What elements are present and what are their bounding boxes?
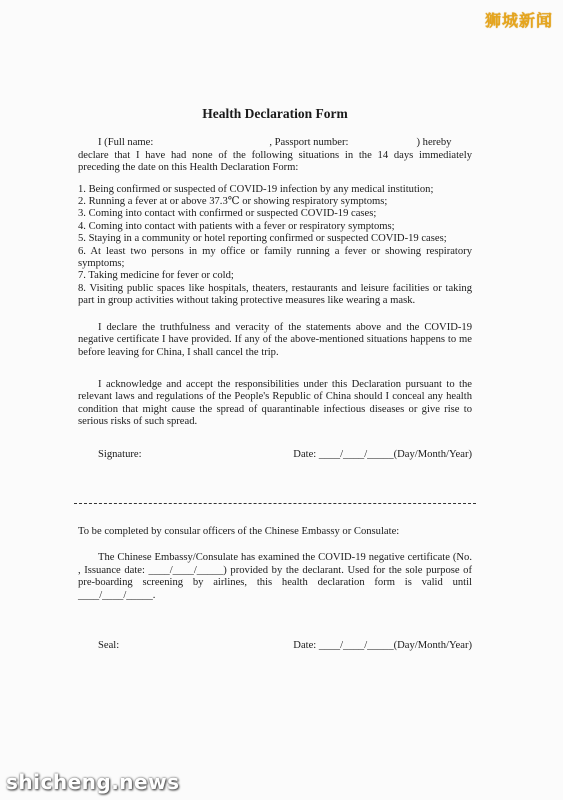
list-item: 2. Running a fever at or above 37.3℃ or showing respiratory symptoms;	[78, 196, 388, 208]
dashed-divider	[74, 503, 476, 504]
seal-row	[78, 640, 472, 652]
intro-paragraph	[78, 137, 472, 174]
seal-label: Seal:	[98, 639, 120, 651]
list-item: 5. Staying in a community or hotel reporting confirmed or suspected COVID-19 cases;	[78, 233, 447, 245]
list-item: 6. At least two persons in my office or family running a fever or showing respiratory symptoms;	[78, 245, 472, 270]
list-item: 3. Coming into contact with confirmed or suspected COVID-19 cases;	[78, 208, 377, 220]
full-name-label: I (Full name:	[98, 137, 154, 149]
list-item: 1. Being confirmed or suspected of COVID-19 infection by any medical institution;	[78, 183, 434, 195]
watermark-logo-text: 狮城新闻	[484, 11, 553, 30]
list-item: 8. Visiting public spaces like hospitals, theaters, restaurants and leisure facilities or taking part in group activities without taking protective measures like wearing a mask.	[78, 282, 472, 307]
seal-date-field: Date: ____/____/_____(Day/Month/Year)	[293, 639, 472, 651]
list-item: 7. Taking medicine for fever or cold;	[78, 270, 234, 282]
situations-list	[78, 184, 472, 308]
hereby-text: ) hereby	[416, 137, 452, 149]
signature-row	[78, 449, 472, 461]
consular-heading: To be completed by consular officers of the Chinese Embassy or Consulate:	[78, 525, 400, 537]
signature-label: Signature:	[98, 448, 142, 460]
signature-date-field: Date: ____/____/_____(Day/Month/Year)	[293, 448, 472, 460]
list-item: 4. Coming into contact with patients with a fever or respiratory symptoms;	[78, 220, 395, 232]
acknowledgement-paragraph: I acknowledge and accept the responsibilities under this Declaration pursuant to the relevant laws and regulations of the People's Republic of China should I conceal any health condition that might cause the spread of quarantinable infectious diseases or give rise to serious risks of such spread.	[78, 378, 472, 428]
consular-paragraph: The Chinese Embassy/Consulate has examined the COVID-19 negative certificate (No. , Issuance date: ____/____/_____) provided by the declarant. Used for the sole purpose of pre-boarding screening by airlines, this health declaration form is valid until ____/____/_____.	[78, 552, 472, 601]
passport-label: , Passport number:	[269, 137, 349, 149]
form-title: Health Declaration Form	[202, 106, 348, 121]
watermark-site-url: shicheng.news	[6, 770, 180, 794]
truthfulness-paragraph: I declare the truthfulness and veracity of the statements above and the COVID-19 negative certificate I have provided. If any of the above-mentioned situations happens to me before leaving for China, I shall cancel the trip.	[78, 321, 472, 358]
health-declaration-document	[78, 108, 472, 652]
intro-rest: declare that I have had none of the following situations in the 14 days immediately preceding the date on this Health Declaration Form:	[78, 149, 472, 174]
